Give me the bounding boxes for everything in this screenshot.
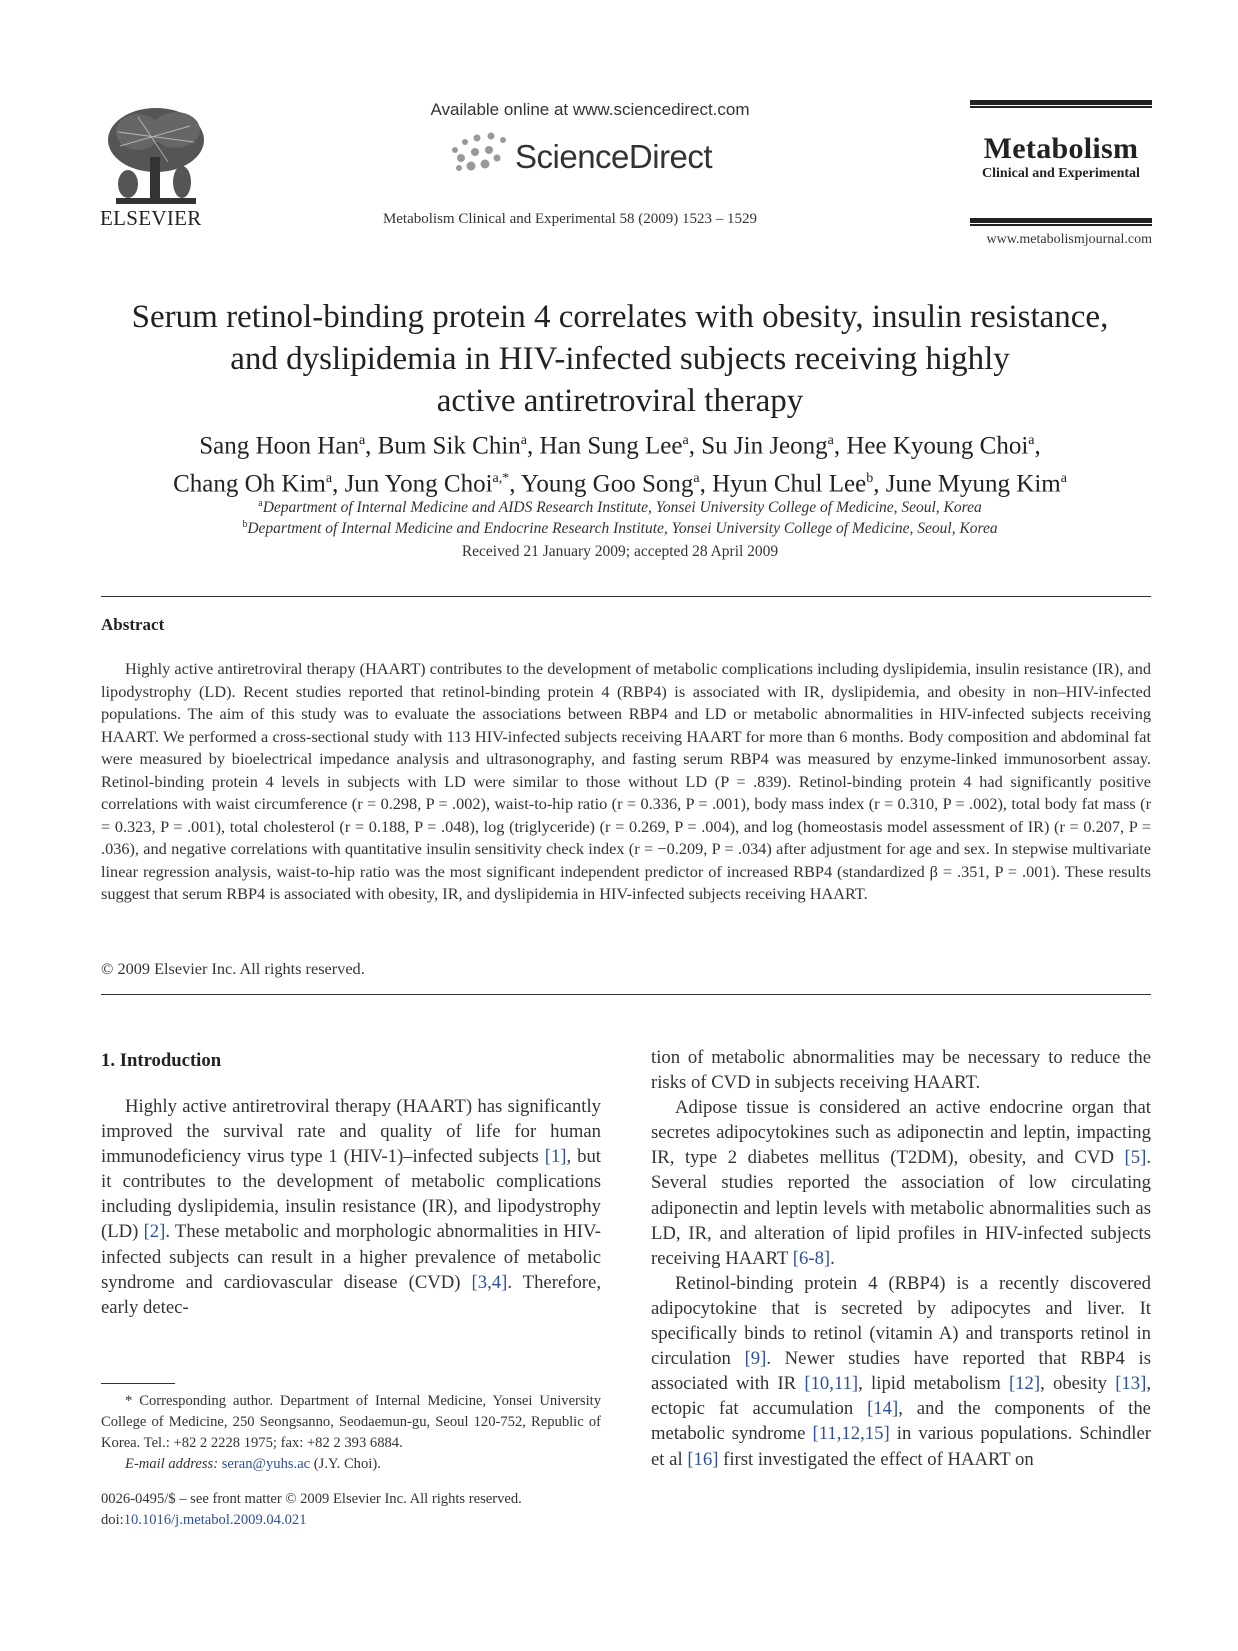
publisher-wordmark: ELSEVIER xyxy=(100,206,202,230)
author-affiliation-mark: a xyxy=(1028,433,1035,448)
doi-link[interactable]: 10.1016/j.metabol.2009.04.021 xyxy=(123,1512,307,1528)
author-name: Han Sung Lee xyxy=(539,432,683,460)
paragraph-text: first investigated the effect of HAART on xyxy=(718,1448,1034,1470)
paragraph-text: . xyxy=(830,1247,835,1269)
email-suffix: (J.Y. Choi). xyxy=(310,1456,381,1472)
paragraph-text: . Several studies reported the association of low circulating adiponectin and leptin levels with metabolic abnormalities such as LD, IR, and alteration of lipid profiles in HIV-infected subjects receiving HAART xyxy=(651,1147,1151,1269)
email-label: E-mail address: xyxy=(125,1456,219,1472)
journal-citation: Metabolism Clinical and Experimental 58 (2009) 1523 – 1529 xyxy=(382,211,758,227)
author-affiliation-mark: a,* xyxy=(492,471,510,487)
affiliation-a xyxy=(90,498,1150,517)
author-line: Sang Hoon Han$^a$, Bum Sik Chin$^a$, Han Sung Lee$^a$, Su Jin Jeong$^a$, Hee Kyoung Choi$^a$, xyxy=(199,432,1041,460)
paragraph-text: , lipid metabolism xyxy=(858,1373,1009,1395)
reference-link[interactable]: [3,4] xyxy=(471,1271,508,1293)
abstract-rule-bottom xyxy=(101,994,1151,995)
abstract-rule-top xyxy=(101,596,1151,597)
author-affiliation-mark: a xyxy=(693,471,700,487)
email-link[interactable]: seran@yuhs.ac xyxy=(221,1456,311,1472)
section-heading-introduction: 1. Introduction xyxy=(101,1050,222,1071)
author-name: Jun Yong Choi xyxy=(344,470,493,498)
reference-link[interactable]: [9] xyxy=(744,1348,767,1370)
paragraph-text: Retinol-binding protein 4 (RBP4) is a recently discovered adipocytokine that is secreted by adipocytes and liver. It specifically binds to retinol (vitamin A) and transports retinol in circulation xyxy=(651,1272,1151,1370)
author-name: Young Goo Song xyxy=(520,470,694,498)
paragraph-text: Highly active antiretroviral therapy (HAART) has significantly improved the survival rate and quality of life for human immunodeficiency virus type 1 (HIV-1)–infected subjects xyxy=(101,1096,601,1168)
reference-link[interactable]: [6-8] xyxy=(792,1247,831,1269)
copyright-notice: © 2009 Elsevier Inc. All rights reserved. xyxy=(101,959,365,978)
reference-link[interactable]: [16] xyxy=(687,1448,719,1470)
paragraph-text: . These metabolic and morphologic abnormalities in HIV-infected subjects can result in a higher prevalence of metabolic syndrome and cardiovascular disease (CVD) xyxy=(101,1221,601,1293)
continued-paragraph: tion of metabolic abnormalities may be necessary to reduce the risks of CVD in subjects receiving HAART. xyxy=(651,1047,1151,1094)
journal-url-link[interactable]: www.metabolismjournal.com xyxy=(986,232,1152,247)
article-title xyxy=(90,296,1150,422)
paragraph-text: . Newer studies have reported that RBP4 is associated with IR xyxy=(651,1348,1151,1395)
corresponding-author-text: * Corresponding author. Department of Internal Medicine, Yonsei University College of Medicine, 250 Seongsanno, Seodaemun-gu, Seoul 120-752, Republic of Korea. Tel.: +82 2 2228 1975; fax: +82 2 393 6884. xyxy=(101,1393,601,1451)
corresponding-author-footnote xyxy=(101,1391,601,1475)
journal-rule-bottom xyxy=(970,218,1152,226)
left-column xyxy=(101,1094,601,1320)
author-affiliation-mark: a xyxy=(1060,471,1067,487)
author-name: Chang Oh Kim xyxy=(173,470,326,498)
footnote-rule xyxy=(101,1383,175,1384)
reference-link[interactable]: [2] xyxy=(143,1221,166,1243)
issn-line: 0026-0495/$ – see front matter © 2009 Elsevier Inc. All rights reserved. xyxy=(101,1491,522,1507)
email-line xyxy=(101,1454,601,1475)
author-name: Sang Hoon Han xyxy=(199,432,359,460)
paragraph-text: , obesity xyxy=(1040,1373,1116,1395)
author-affiliation-mark: a xyxy=(358,433,366,448)
author-affiliation-mark: a xyxy=(520,433,527,448)
doi-line xyxy=(101,1510,601,1531)
sciencedirect-dots-icon xyxy=(445,128,525,178)
right-column xyxy=(651,1045,1151,1472)
author-name: Hee Kyoung Choi xyxy=(846,432,1029,460)
affiliation-b xyxy=(90,519,1150,538)
title-line: active antiretroviral therapy xyxy=(436,383,804,419)
reference-link[interactable]: [14] xyxy=(867,1398,899,1420)
reference-link[interactable]: [12] xyxy=(1008,1373,1041,1395)
paragraph-text: , but it contributes to the development of metabolic complications including dyslipidemia, insulin resistance (IR), and lipodystrophy (LD) xyxy=(101,1146,601,1243)
adipose-paragraph xyxy=(651,1095,1151,1271)
affiliation-text: Department of Internal Medicine and Endocrine Research Institute, Yonsei University College of Medicine, Seoul, Korea xyxy=(247,520,998,538)
author-name: Bum Sik Chin xyxy=(377,432,521,460)
abstract-heading: Abstract xyxy=(101,615,165,634)
paragraph-text: Adipose tissue is considered an active endocrine organ that secretes adipocytokines such as adiponectin and leptin, impacting IR, type 2 diabetes mellitus (T2DM), obesity, and CVD xyxy=(651,1097,1151,1169)
title-line: Serum retinol-binding protein 4 correlates with obesity, insulin resistance, xyxy=(131,299,1109,335)
journal-name: Metabolism xyxy=(983,132,1139,165)
author-affiliation-mark: a xyxy=(325,471,333,487)
rbp4-paragraph xyxy=(651,1271,1151,1472)
affiliation-text: Department of Internal Medicine and AIDS Research Institute, Yonsei University College of Medicine, Seoul, Korea xyxy=(262,499,982,517)
paragraph-text: . Therefore, early detec- xyxy=(101,1271,601,1318)
reference-link[interactable]: [11,12,15] xyxy=(812,1423,890,1445)
received-dates: Received 21 January 2009; accepted 28 April 2009 xyxy=(461,543,779,560)
doi-prefix: doi: xyxy=(101,1512,124,1528)
journal-subtitle: Clinical and Experimental xyxy=(982,166,1140,181)
author-line: Chang Oh Kim$^a$, Jun Yong Choi$^{a,*}$, Young Goo Song$^a$, Hyun Chul Lee$^b$, June Myung Kim$^a$ xyxy=(173,470,1067,498)
affiliation-key: a xyxy=(258,498,263,509)
reference-link[interactable]: [1] xyxy=(544,1146,567,1168)
author-name: Su Jin Jeong xyxy=(701,432,828,460)
reference-link[interactable]: [10,11] xyxy=(804,1373,859,1395)
reference-link[interactable]: [13] xyxy=(1115,1373,1147,1395)
author-affiliation-mark: a xyxy=(827,433,834,448)
journal-rule-top xyxy=(970,100,1152,108)
front-matter-info xyxy=(101,1489,601,1531)
title-line: and dyslipidemia in HIV-infected subjects receiving highly xyxy=(230,341,1010,377)
author-affiliation-mark: a xyxy=(682,433,689,448)
author-list xyxy=(90,424,1150,501)
available-online-text: Available online at www.sciencedirect.com xyxy=(430,100,750,119)
abstract-text: Highly active antiretroviral therapy (HAART) contributes to the development of metabolic complications including dyslipidemia, insulin resistance (IR), and lipodystrophy (LD). Recent studies reported that retinol-binding protein 4 (RBP4) is associated with IR, dyslipidemia, and obesity in non–HIV-infected populations. The aim of this study was to evaluate the associations between RBP4 and LD or metabolic abnormalities in HIV-infected subjects receiving HAART. We performed a cross-sectional study with 113 HIV-infected subjects receiving HAART for more than 6 months. Body composition and abdominal fat were measured by bioelectrical impedance analysis and ultrasonography, and fasting serum RBP4 was measured by enzyme-linked immunosorbent assay. Retinol-binding protein 4 levels in subjects with LD were similar to those without LD (P = .839). Retinol-binding protein 4 had significantly positive correlations with waist circumference (r = 0.298, P = .002), waist-to-hip ratio (r = 0.336, P = .001), body mass index (r = 0.310, P = .002), total body fat mass (r = 0.323, P = .001), total cholesterol (r = 0.188, P = .048), log (triglyceride) (r = 0.269, P = .004), and log (homeostasis model assessment of IR) (r = 0.207, P = .036), and negative correlations with quantitative insulin sensitivity check index (r = −0.209, P = .034) after adjustment for age and sex. In stepwise multivariate linear regression analysis, waist-to-hip ratio was the most significant independent predictor of increased RBP4 (standardized β = .351, P = .001). These results suggest that serum RBP4 is associated with obesity, IR, and dyslipidemia in HIV-infected subjects receiving HAART. xyxy=(101,659,1151,903)
paragraph-text: , ectopic fat accumulation xyxy=(651,1373,1151,1420)
intro-paragraph xyxy=(101,1094,601,1320)
reference-link[interactable]: [5] xyxy=(1124,1147,1147,1169)
sciencedirect-wordmark: ScienceDirect xyxy=(515,138,713,175)
paragraph-text: , and the components of the metabolic syndrome xyxy=(651,1398,1151,1445)
author-name: June Myung Kim xyxy=(885,470,1061,498)
author-name: Hyun Chul Lee xyxy=(712,470,867,498)
affiliation-key: b xyxy=(242,519,248,530)
paragraph-text: in various populations. Schindler et al xyxy=(651,1423,1151,1470)
author-affiliation-mark: b xyxy=(866,471,874,487)
